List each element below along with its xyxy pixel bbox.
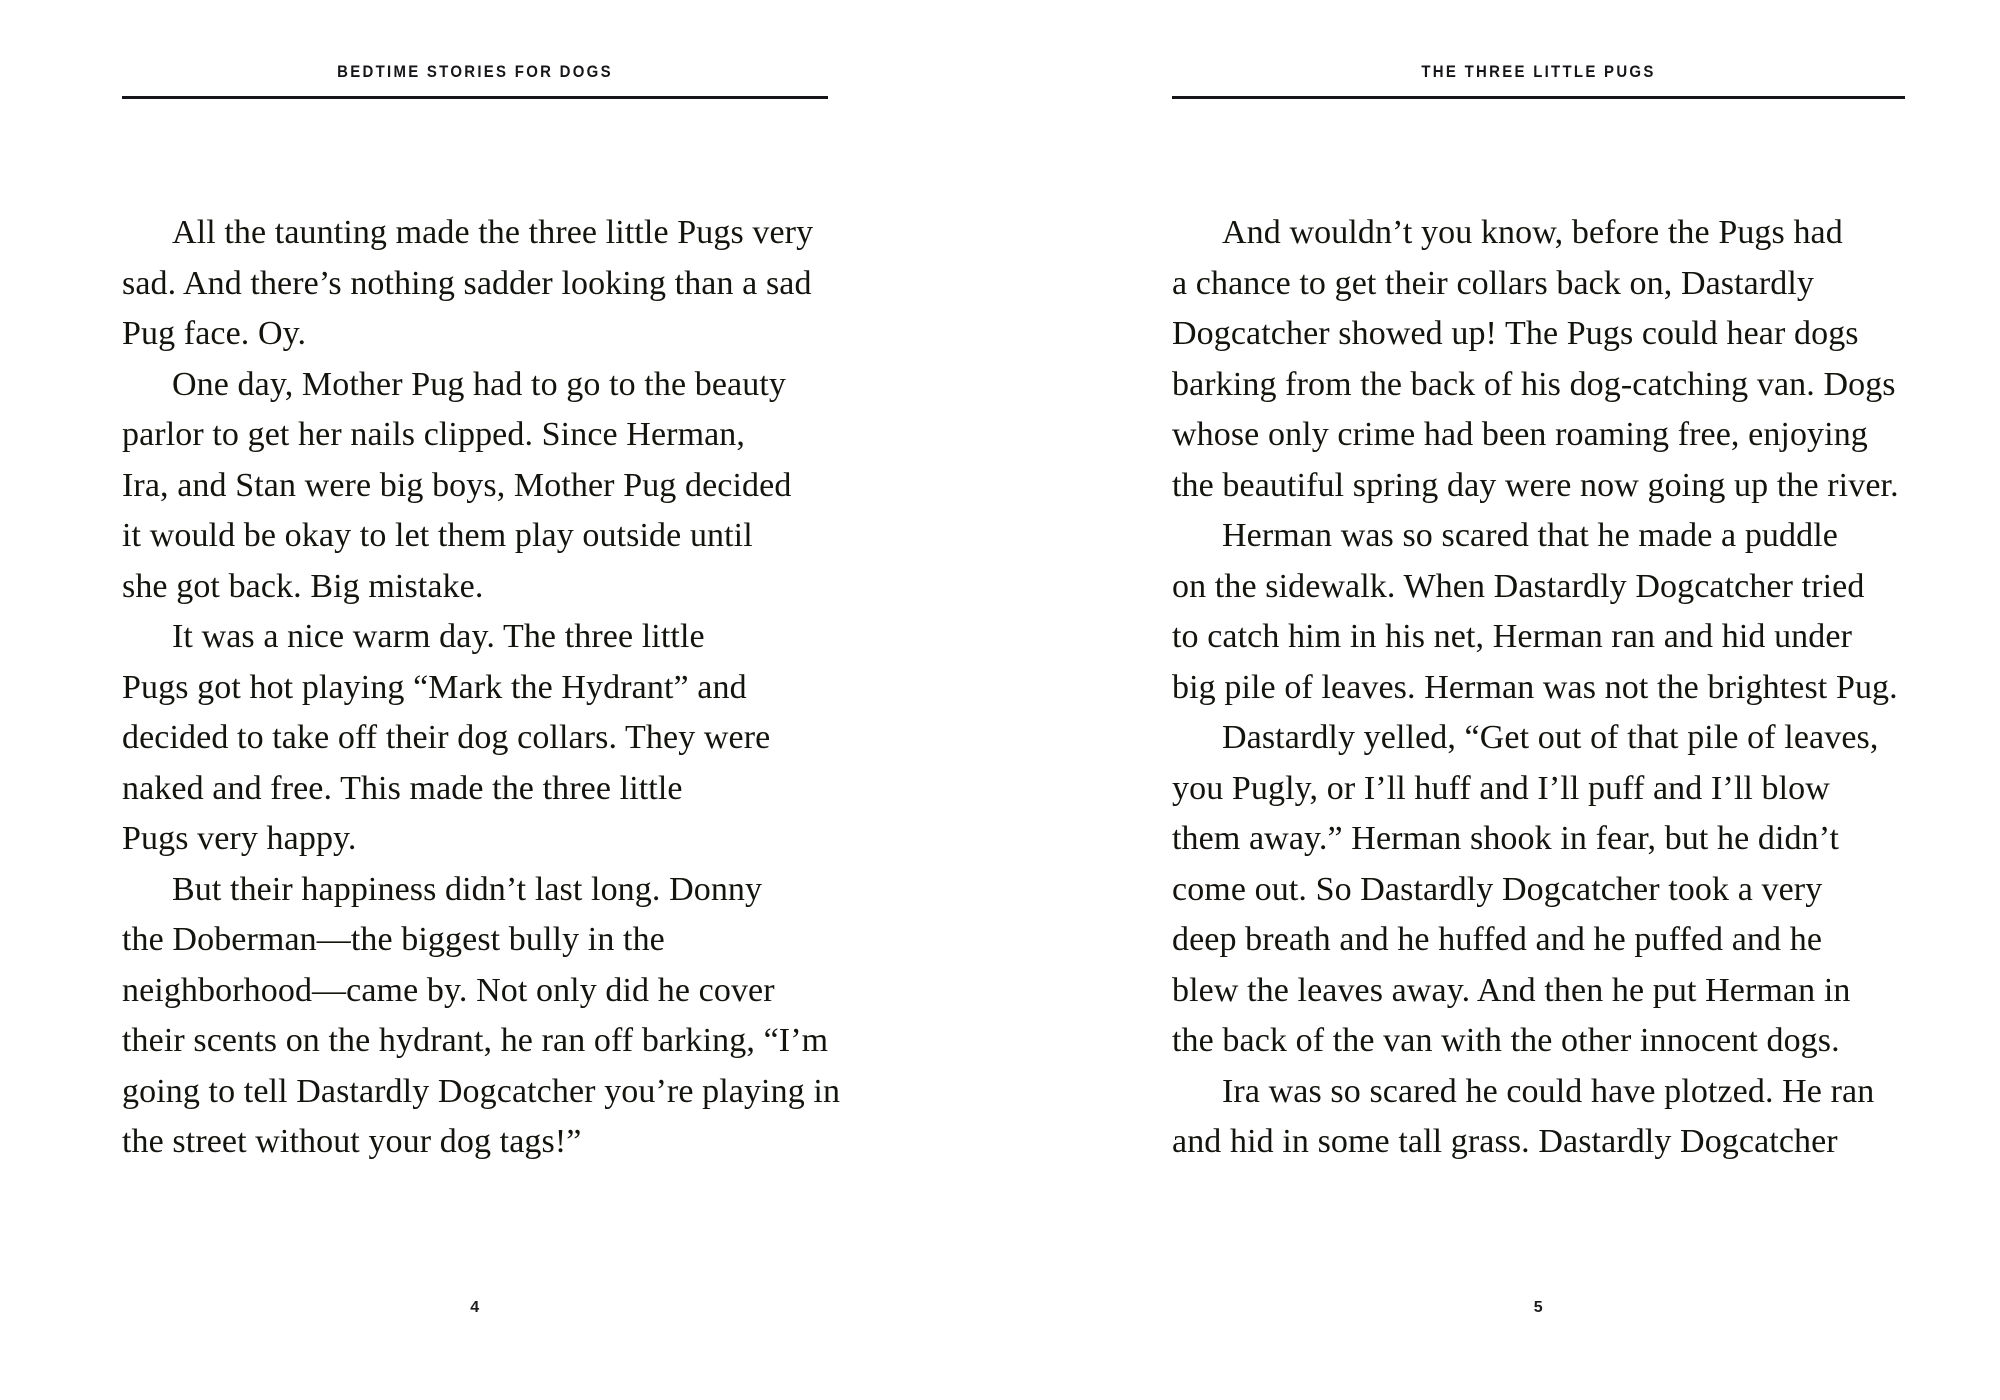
text-line: Pugs very happy. xyxy=(122,820,357,857)
text-line: naked and free. This made the three little xyxy=(122,769,683,807)
paragraph xyxy=(1172,511,1912,713)
text-line: barking from the back of his dog-catching van. Dogs xyxy=(1172,365,1896,403)
paragraph xyxy=(1172,713,1912,1067)
text-line: the beautiful spring day were now going up the river. xyxy=(1172,466,1899,504)
text-line: it would be okay to let them play outside until xyxy=(122,517,753,554)
text-line: Pug face. Oy. xyxy=(122,315,307,352)
text-line: a chance to get their collars back on, Dastardly xyxy=(1172,264,1815,302)
text-line: on the sidewalk. When Dastardly Dogcatcher tried xyxy=(1172,567,1865,605)
text-line: Dogcatcher showed up! The Pugs could hear dogs xyxy=(1172,315,1859,352)
header-rule-left xyxy=(122,96,828,99)
paragraph xyxy=(122,612,842,865)
paragraph xyxy=(122,208,842,360)
text-line: deep breath and he huffed and he puffed and he xyxy=(1172,921,1823,958)
text-line: It was a nice warm day. The three little xyxy=(172,618,705,655)
text-line: neighborhood—came by. Not only did he cover xyxy=(122,971,775,1009)
text-line: Dastardly yelled, “Get out of that pile of leaves, xyxy=(1222,719,1879,756)
running-head-left: BEDTIME STORIES FOR DOGS xyxy=(337,62,613,81)
text-line: Herman was so scared that he made a puddle xyxy=(1222,517,1838,554)
text-line: them away.” Herman shook in fear, but he didn’t xyxy=(1172,820,1840,857)
text-line: and hid in some tall grass. Dastardly Dogcatcher xyxy=(1172,1123,1838,1160)
text-line: Pugs got hot playing “Mark the Hydrant” and xyxy=(122,668,747,706)
body-text-right xyxy=(1172,208,1912,1168)
paragraph xyxy=(122,360,842,613)
text-line: whose only crime had been roaming free, enjoying xyxy=(1172,416,1868,453)
header-rule-right xyxy=(1172,96,1905,99)
text-line: blew the leaves away. And then he put Herman in xyxy=(1172,971,1851,1009)
paragraph xyxy=(1172,208,1912,511)
text-line: One day, Mother Pug had to go to the beauty xyxy=(172,365,786,403)
page-number-right: 5 xyxy=(1533,1299,1544,1316)
running-head-right: THE THREE LITTLE PUGS xyxy=(1421,62,1656,81)
text-line: the back of the van with the other innocent dogs. xyxy=(1172,1022,1840,1059)
page-right xyxy=(1000,0,2000,1400)
text-line: But their happiness didn’t last long. Donny xyxy=(172,870,763,908)
text-line: All the taunting made the three little Pugs very xyxy=(172,214,814,251)
paragraph xyxy=(1172,1067,1912,1168)
text-line: you Pugly, or I’ll huff and I’ll puff and I’ll blow xyxy=(1172,769,1830,807)
text-line: sad. And there’s nothing sadder looking than a sad xyxy=(122,264,812,302)
text-line: the street without your dog tags!” xyxy=(122,1123,582,1160)
paragraph xyxy=(122,865,842,1168)
text-line: Ira, and Stan were big boys, Mother Pug decided xyxy=(122,466,792,504)
text-line: parlor to get her nails clipped. Since Herman, xyxy=(122,416,746,453)
text-line: she got back. Big mistake. xyxy=(122,567,484,605)
page-number-left: 4 xyxy=(470,1299,480,1316)
text-line: their scents on the hydrant, he ran off barking, “I’m xyxy=(122,1022,829,1059)
text-line: And wouldn’t you know, before the Pugs had xyxy=(1222,214,1843,251)
text-line: come out. So Dastardly Dogcatcher took a very xyxy=(1172,870,1823,908)
text-line: the Doberman—the biggest bully in the xyxy=(122,921,665,958)
text-line: to catch him in his net, Herman ran and hid under xyxy=(1172,618,1852,655)
text-line: decided to take off their dog collars. They were xyxy=(122,719,771,756)
body-text-left xyxy=(122,208,842,1168)
text-line: Ira was so scared he could have plotzed. He ran xyxy=(1222,1072,1875,1110)
text-line: going to tell Dastardly Dogcatcher you’re playing in xyxy=(122,1072,841,1110)
text-line: big pile of leaves. Herman was not the brightest Pug. xyxy=(1172,668,1898,706)
